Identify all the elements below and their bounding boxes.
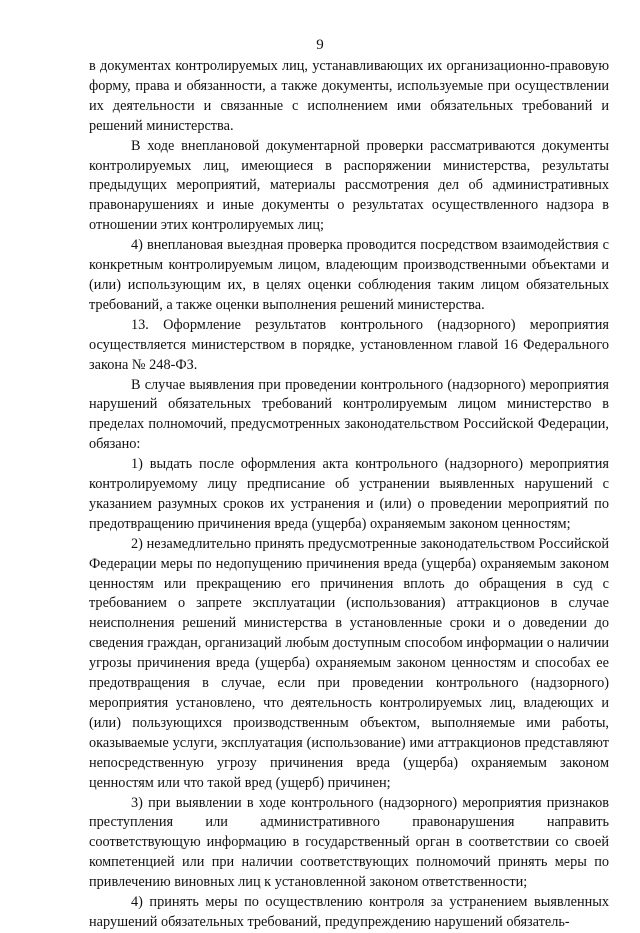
- paragraph-continuation: в документах контролируемых лиц, устанавливающих их организационно-правовую форму, права и обязанности, а также документы, используемые при осуществлении их деятельности и связанные с исполнением ими обязательных требований и решений министерства.: [89, 58, 609, 134]
- paragraph-obligation-3: 3) при выявлении в ходе контрольного (надзорного) мероприятия признаков преступления или административного правонарушения направить соответствующую информацию в государственный орган в соответствии со своей компетенцией или при наличии соответствующих полномочий принять меры по привлечению виновных лиц к установленной законом ответственности;: [89, 794, 609, 891]
- paragraph-obligation-4: 4) принять меры по осуществлению контроля за устранением выявленных нарушений обязательных требований, предупреждению нарушений обязатель-: [89, 894, 609, 930]
- document-body: [89, 57, 609, 933]
- page-number: 9: [316, 37, 324, 53]
- paragraph-obligation-1: 1) выдать после оформления акта контрольного (надзорного) мероприятия контролируемому лицу предписание об устранении выявленных нарушений с указанием разумных сроков их устранения и (или) о проведении мероприятий по предотвращению причинения вреда (ущерба) охраняемым законом ценностям;: [89, 456, 609, 532]
- paragraph-section-13: 13. Оформление результатов контрольного (надзорного) мероприятия осуществляется министерством в порядке, установленном главой 16 Федерального закона № 248-ФЗ.: [89, 316, 609, 373]
- paragraph-obligations-intro: В случае выявления при проведении контрольного (надзорного) мероприятия нарушений обязательных требований контролируемым лицом министерство в пределах полномочий, предусмотренных законодательством Российской Федерации, обязано:: [89, 376, 609, 453]
- paragraph-item-4-field-inspection: 4) внеплановая выездная проверка проводится посредством взаимодействия с конкретным контролируемым лицом, владеющим производственными объектами и (или) использующим их, в целях оценки соблюдения таким лицом обязательных требований, а также оценки выполнения решений министерства.: [89, 237, 609, 313]
- paragraph-documentary-inspection: В ходе внеплановой документарной проверки рассматриваются документы контролируемых лиц, имеющиеся в распоряжении министерства, результаты предыдущих мероприятий, материалы рассмотрения дел об административных правонарушениях и иные документы о результатах осуществленного надзора в отношении этих контролируемых лиц;: [89, 137, 609, 234]
- paragraph-obligation-2: 2) незамедлительно принять предусмотренные законодательством Российской Федерации меры по недопущению причинения вреда (ущерба) охраняемым законом ценностям или прекращению его причинения вплоть до обращения в суд с требованием о запрете эксплуатации (использования) аттракционов в случае неисполнения решений министерства в установленные сроки и о доведении до сведения граждан, организаций любым доступным способом информации о наличии угрозы причинения вреда (ущерба) охраняемым законом ценностям и способах ее предотвращения в случае, если при проведении контрольного (надзорного) мероприятия установлено, что деятельность контролируемых лиц, владеющих и (или) пользующихся производственным объектом, выполняемые ими работы, оказываемые услуги, эксплуатация (использование) ими аттракционов представляют непосредственную угрозу причинения вреда (ущерба) охраняемым законом ценностям или что такой вред (ущерб) причинен;: [89, 535, 609, 791]
